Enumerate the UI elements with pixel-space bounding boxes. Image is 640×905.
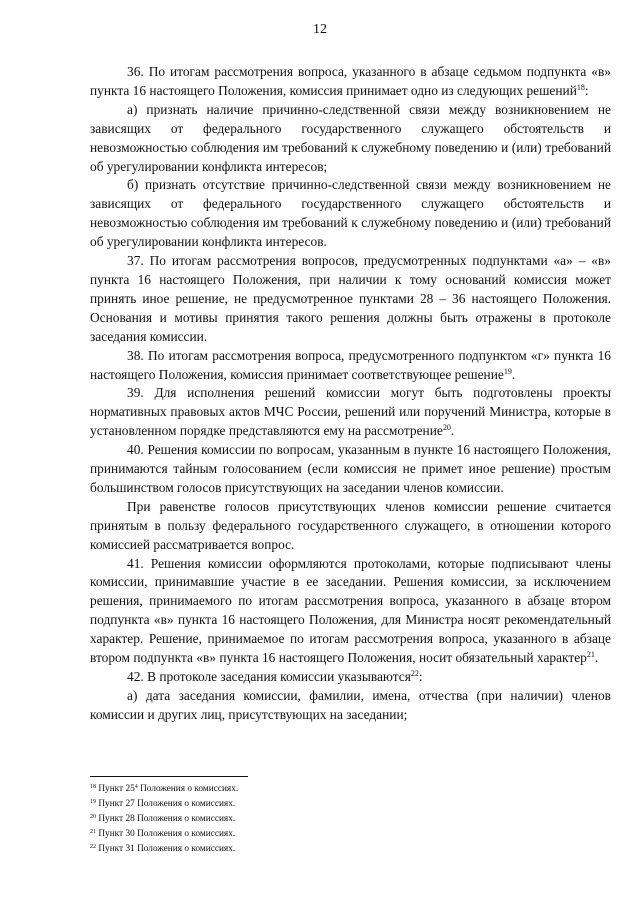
footnote-19 bbox=[90, 797, 490, 812]
paragraph-37: 37. По итогам рассмотрения вопросов, предусмотренных подпунктами «а» – «в» пункта 16 настоящего Положения, при наличии к тому оснований комиссия может принять иное решение, не предусмотренное пунктами 28 – 36 настоящего Положения. Основания и мотивы принятия такого решения должны быть отражены в протоколе заседания комиссии. bbox=[90, 253, 611, 344]
footnote-ref[interactable]: 22 bbox=[410, 669, 419, 678]
paragraph-punct: . bbox=[511, 366, 516, 382]
paragraph-40: 40. Решения комиссии по вопросам, указанным в пункте 16 настоящего Положения, принимаются тайным голосованием (если комиссия не примет иное решение) простым большинством голосов присутствующих на заседании членов комиссии. bbox=[90, 442, 611, 495]
footnote-text: Положения о комиссиях. bbox=[137, 784, 239, 794]
footnote-text: Пункт 25 bbox=[98, 784, 135, 794]
paragraph-36 bbox=[90, 63, 611, 101]
paragraph-42-a: а) дата заседания комиссии, фамилии, имена, отчества (при наличии) членов комиссии и других лиц, присутствующих на заседании; bbox=[90, 687, 611, 722]
paragraph-42 bbox=[90, 668, 611, 687]
paragraph-36-b: б) признать отсутствие причинно-следственной связи между возникновением не зависящих от федерального государственного служащего обстоятельств и невозможностью соблюдения им требований к служебному поведению и (или) требований об урегулировании конфликта интересов. bbox=[90, 177, 611, 250]
footnote-mark: 22 bbox=[90, 844, 96, 851]
footnote-ref[interactable]: 18 bbox=[576, 82, 585, 92]
footnote-mark: 19 bbox=[90, 799, 96, 806]
footnote-mark: 18 bbox=[90, 784, 96, 790]
footnote-text: Пункт 27 Положения о комиссиях. bbox=[98, 799, 236, 810]
paragraph-punct: : bbox=[418, 669, 423, 684]
paragraph-punct: . bbox=[594, 650, 599, 666]
paragraph-text: 42. В протоколе заседания комиссии указываются bbox=[127, 669, 411, 684]
footnote-21 bbox=[90, 827, 490, 842]
paragraph-40-tie: При равенстве голосов присутствующих членов комиссии решение считается принятым в пользу федерального государственного служащего, в отношении которого комиссией рассматривается вопрос. bbox=[90, 498, 611, 552]
footnote-mark: 21 bbox=[90, 829, 96, 836]
document-body bbox=[90, 63, 611, 725]
paragraph-36-a: а) признать наличие причинно-следственной связи между возникновением не зависящих от федерального государственного служащего обстоятельств и невозможностью соблюдения им требований к служебному поведению и (или) требований об урегулировании конфликта интересов; bbox=[90, 101, 611, 174]
paragraph-41 bbox=[90, 555, 611, 668]
paragraph-38 bbox=[90, 347, 611, 385]
paragraph-punct: : bbox=[584, 82, 589, 98]
footnote-divider bbox=[90, 776, 248, 777]
paragraph-text: 38. По итогам рассмотрения вопроса, предусмотренного подпунктом «г» пункта 16 настоящего Положения, комиссия принимает соответствующее решение bbox=[90, 347, 611, 382]
paragraph-text: 36. По итогам рассмотрения вопроса, указанного в абзаце седьмом подпункта «в» пункта 16 настоящего Положения, комиссия принимает одно из следующих решений bbox=[90, 64, 611, 98]
footnote-22 bbox=[90, 842, 490, 857]
paragraph-text: 41. Решения комиссии оформляются протоколами, которые подписывают члены комиссии, принимавшие участие в ее заседании. Решения комиссии, за исключением решения, принимаемого по итогам рассмотрения вопроса, указанного в абзаце втором подпункта «в» пункта 16 настоящего Положения, для Министра носят рекомендательный характер. Решение, принимаемое по итогам рассмотрения вопроса, указанного в абзаце втором подпункта «в» пункта 16 настоящего Положения, носит обязательный характер bbox=[90, 555, 611, 666]
paragraph-punct: . bbox=[450, 423, 455, 439]
footnote-sup: 4 bbox=[134, 784, 138, 790]
footnote-text: Пункт 30 Положения о комиссиях. bbox=[98, 829, 236, 840]
footnote-ref[interactable]: 20 bbox=[442, 423, 451, 433]
paragraph-text: 39. Для исполнения решений комиссии могут быть подготовлены проекты нормативных правовых актов МЧС России, решений или поручений Министра, которые в установленном порядке представляются ему на рассмотрение bbox=[90, 385, 611, 439]
footnote-20 bbox=[90, 812, 490, 827]
paragraph-39 bbox=[90, 384, 611, 441]
footnote-text: Пункт 31 Положения о комиссиях. bbox=[98, 844, 236, 855]
footnote-text: Пункт 28 Положения о комиссиях. bbox=[98, 814, 236, 825]
footnote-ref[interactable]: 21 bbox=[586, 650, 595, 660]
page-number: 12 bbox=[313, 22, 327, 37]
footnote-ref[interactable]: 19 bbox=[503, 366, 512, 376]
footnotes bbox=[90, 782, 490, 857]
footnote-mark: 20 bbox=[90, 814, 96, 821]
footnote-18 bbox=[90, 782, 490, 797]
